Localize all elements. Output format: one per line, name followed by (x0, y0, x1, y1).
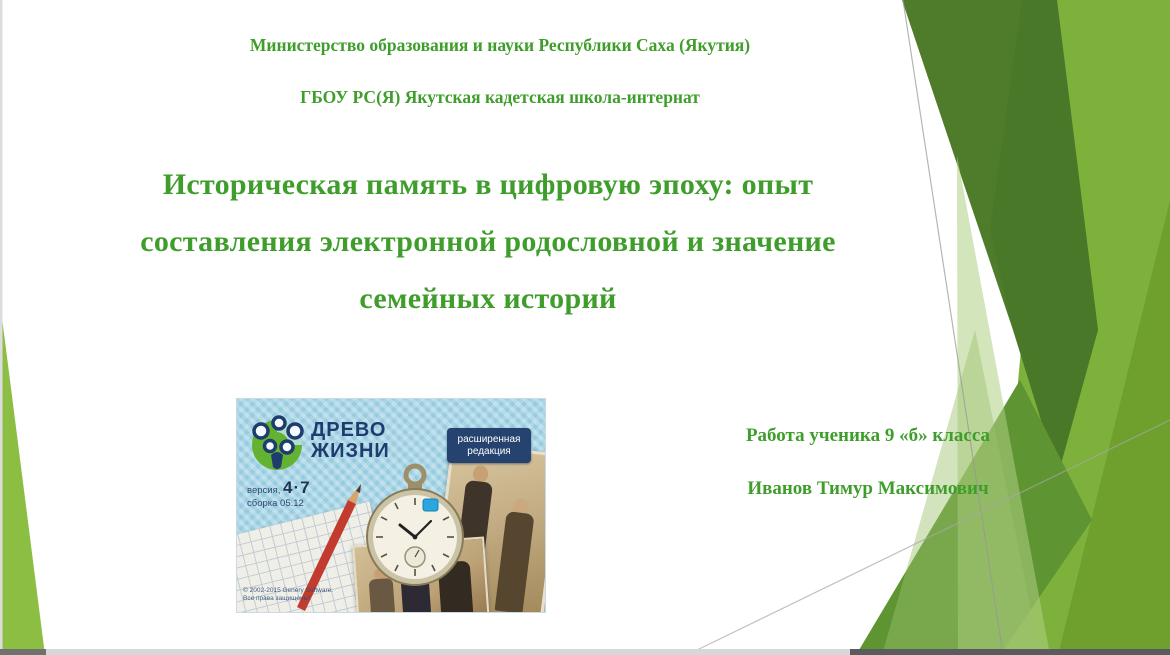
pocket-watch (367, 466, 463, 585)
build-line: сборка 05.12 (247, 498, 304, 509)
software-box-image (237, 399, 545, 612)
watch-blue-marker (423, 499, 438, 511)
slide-header (0, 34, 1000, 108)
author-block (718, 424, 1018, 500)
product-name-line-1: ДРЕВО (311, 419, 387, 441)
version-line: версия, 4·7 (247, 478, 311, 497)
slide-bottom-band-dark-left (0, 649, 46, 655)
author-name: Иванов Тимур Максимович (747, 478, 989, 499)
header-school: ГБОУ РС(Я) Якутская кадетская школа-интернат (300, 87, 700, 107)
header-ministry: Министерство образования и науки Республики Саха (Якутия) (249, 35, 751, 55)
tree-of-life-logo (252, 417, 302, 470)
title-line-1: Историческая память в цифровую эпоху: опыт (162, 168, 814, 201)
edition-badge-line-2: редакция (467, 445, 511, 457)
product-name-line-2: ЖИЗНИ (311, 440, 390, 462)
slide-bottom-band-dark-right (850, 649, 1170, 655)
version-value: 4·7 (283, 478, 311, 497)
copyright-line-1: © 2002-2015 Genery Software. (243, 587, 334, 594)
version-block (247, 478, 311, 510)
copyright-line-2: Все права защищены! (243, 595, 311, 602)
edition-badge (447, 428, 531, 463)
author-class: Работа ученика 9 «б» класса (745, 425, 991, 446)
product-name (311, 420, 390, 462)
title-line-3: семейных историй (359, 282, 617, 315)
slide-title (0, 156, 976, 327)
title-line-2: составления электронной родословной и значение (140, 225, 836, 258)
version-label: версия (247, 485, 278, 496)
copyright-block (243, 587, 333, 603)
edition-badge-line-1: расширенная (457, 433, 521, 445)
decor-left-wedge (0, 302, 45, 655)
